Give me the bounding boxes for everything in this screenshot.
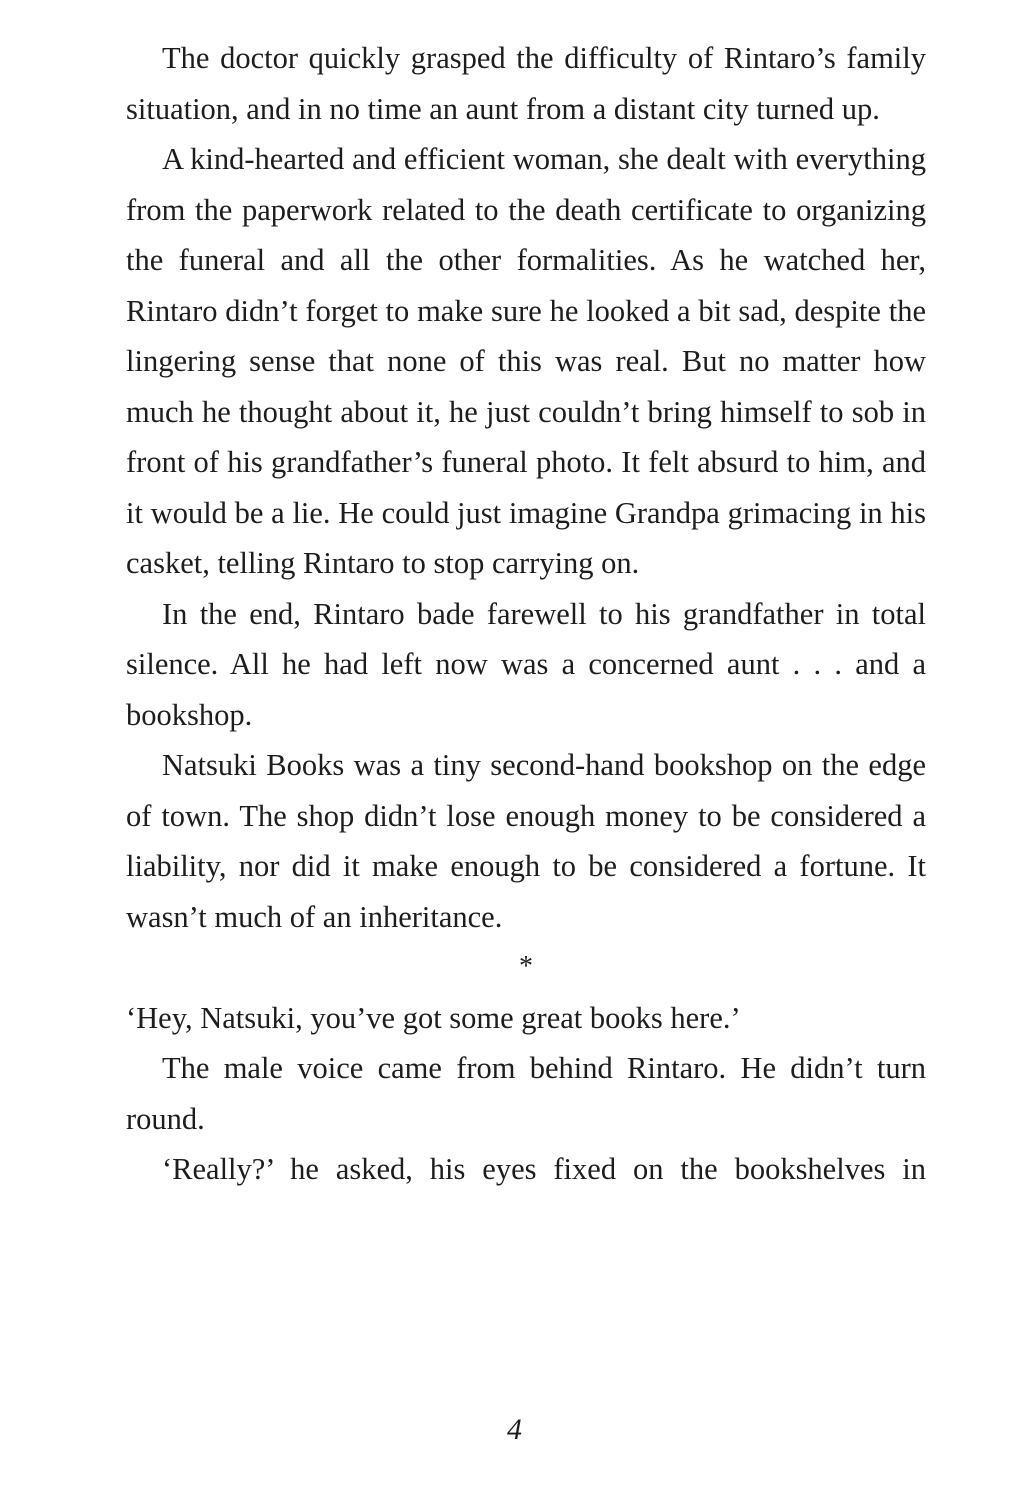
paragraph: In the end, Rintaro bade farewell to his grandfather in total silence. All he had left now was a concerned aunt . . . and a bookshop. bbox=[126, 596, 926, 732]
paragraph: ‘Hey, Natsuki, you’ve got some great books here.’ bbox=[126, 1000, 741, 1035]
paragraph: The male voice came from behind Rintaro. He didn’t turn round. bbox=[126, 1051, 926, 1136]
paragraph: The doctor quickly grasped the difficulty of Rintaro’s family situation, and in no time an aunt from a distant city turned up. bbox=[126, 41, 926, 126]
paragraph: Natsuki Books was a tiny second-hand bookshop on the edge of town. The shop didn’t lose enough money to be considered a liability, nor did it make enough to be considered a fortune. It wasn’t much of an inheritance. bbox=[126, 748, 926, 934]
paragraph: A kind-hearted and efficient woman, she dealt with everything from the paperwork related to the death certificate to organizing the funeral and all the other formalities. As he watched her, Rintaro didn’t forget to make sure he looked a bit sad, despite the lingering sense that none of this was real. But no matter how much he thought about it, he just couldn’t bring himself to sob in front of his grandfather’s funeral photo. It felt absurd to him, and it would be a lie. He could just imagine Grandpa grimacing in his casket, telling Rintaro to stop carrying on. bbox=[126, 142, 926, 580]
page-body bbox=[126, 33, 926, 1195]
page-number: 4 bbox=[507, 1413, 522, 1446]
section-break: * bbox=[519, 951, 533, 982]
paragraph-last-line: ‘Really?’ he asked, his eyes fixed on the bookshelves in bbox=[162, 1152, 926, 1186]
